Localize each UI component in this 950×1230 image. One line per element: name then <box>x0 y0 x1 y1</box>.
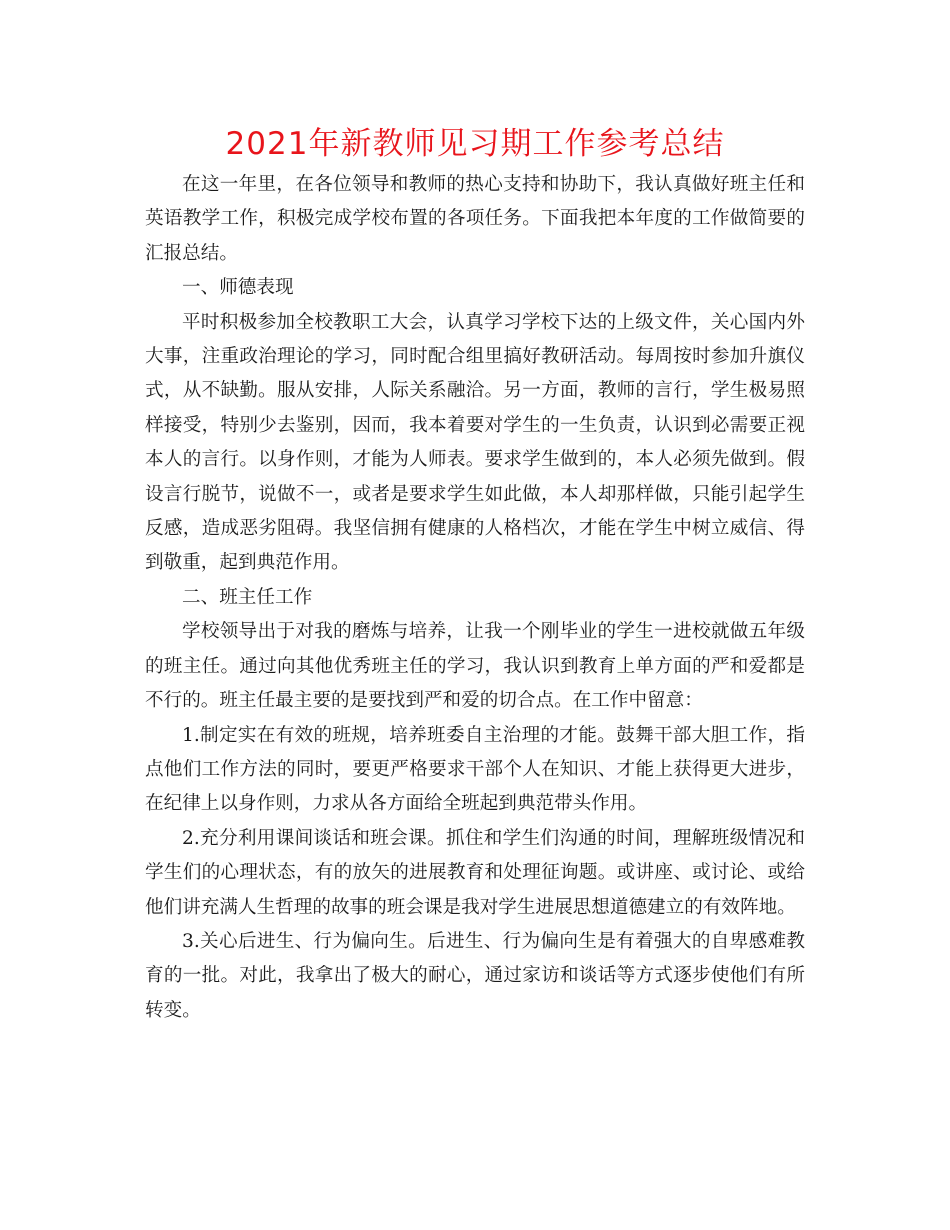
paragraph-ethics: 平时积极参加全校教职工大会，认真学习学校下达的上级文件，关心国内外大事，注重政治理论的学习，同时配合组里搞好教研活动。每周按时参加升旗仪式，从不缺勤。服从安排，人际关系融洽。另一方面，教师的言行，学生极易照样接受，特别少去鉴别，因而，我本着要对学生的一生负责，认识到必需要正视本人的言行。以身作则，才能为人师表。要求学生做到的，本人必须先做到。假设言行脱节，说做不一，或者是要求学生如此做，本人却那样做，只能引起学生反感，造成恶劣阻碍。我坚信拥有健康的人格档次，才能在学生中树立威信、得到敬重，起到典范作用。 <box>145 311 805 574</box>
paragraph-intro: 在这一年里，在各位领导和教师的热心支持和协助下，我认真做好班主任和英语教学工作，积极完成学校布置的各项任务。下面我把本年度的工作做简要的汇报总结。 <box>145 174 805 264</box>
document-body <box>145 168 805 1028</box>
paragraph-head-teacher: 学校领导出于对我的磨炼与培养，让我一个刚毕业的学生一进校就做五年级的班主任。通过向其他优秀班主任的学习，我认识到教育上单方面的严和爱都是不行的。班主任最主要的是要找到严和爱的切合点。在工作中留意： <box>145 621 805 712</box>
list-item-1: 1.制定实在有效的班规，培养班委自主治理的才能。鼓舞干部大胆工作，指点他们工作方法的同时，要更严格要求干部个人在知识、才能上获得更大进步，在纪律上以身作则，力求从各方面给全班起到典范带头作用。 <box>145 724 805 815</box>
section-heading-ethics: 一、师德表现 <box>182 277 294 299</box>
list-item-3: 3.关心后进生、行为偏向生。后进生、行为偏向生是有着强大的自卑感难教育的一批。对此，我拿出了极大的耐心，通过家访和谈话等方式逐步使他们有所转变。 <box>145 930 805 1021</box>
section-heading-head-teacher: 二、班主任工作 <box>182 586 313 608</box>
document-title: 2021年新教师见习期工作参考总结 <box>225 126 725 162</box>
list-item-2: 2.充分利用课间谈话和班会课。抓住和学生们沟通的时间，理解班级情况和学生们的心理状态，有的放矢的进展教育和处理征询题。或讲座、或讨论、或给他们讲充满人生哲理的故事的班会课是我对学生进展思想道德建立的有效阵地。 <box>145 827 805 918</box>
